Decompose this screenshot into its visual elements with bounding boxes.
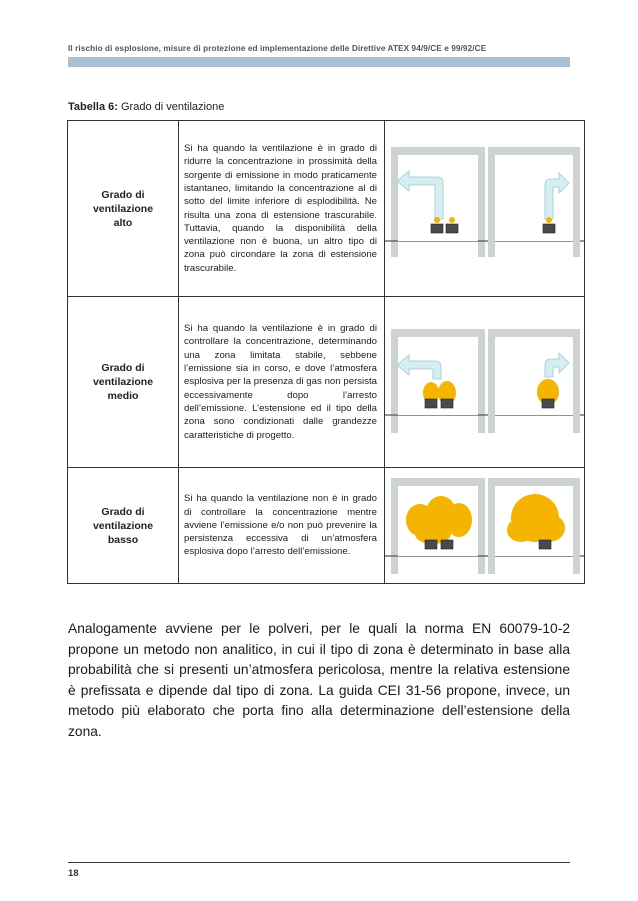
grade-line: ventilazione [92,376,154,388]
illustration-cell [385,121,585,297]
room-right [488,478,580,574]
ventilation-medium-icon [385,297,584,462]
table-row [68,297,585,468]
ventilation-high-icon [385,121,584,291]
caption-label: Tabella 6: [68,101,118,113]
illustration-cell [385,297,585,468]
page-number: 18 [68,868,79,879]
description-cell: Si ha quando la ventilazione è in grado di ridurre la concentrazione in prossimità della sorgente di emissione in modo praticamente istantaneo, limitando la concentrazione al di sotto del limite inferiore di esplodibilità. Ne risulta una zona di estensione trascurabile. Tuttavia, quando la disponibilità della ventilazione non è buona, un altro tipo di zona può circondare la zona di estensione trascurabile. [179,121,385,297]
caption-text: Grado di ventilazione [117,101,225,113]
grade-line: basso [107,533,139,546]
grade-cell [68,468,179,584]
room-right [488,147,580,257]
description-cell: Si ha quando la ventilazione non è in grado di controllare la concentrazione mentre avviene l’emissione e/o non può prevenire la persistenza eccessiva di un’atmosfera esplosiva dopo l’arresto dell’emissione. [179,468,385,584]
grade-line: medio [107,390,139,402]
grade-line: Grado di [101,362,145,374]
header-bar [68,57,570,67]
footer-divider [68,862,570,863]
grade-line: ventilazione [92,202,154,215]
body-paragraph: Analogamente avviene per le polveri, per le quali la norma EN 60079-10-2 propone un metodo non analitico, in cui il tipo di zona è determinato in base alla probabilità che si presenti un’atmosfera pericolosa, mentre la relativa estensione è prefissata e dipende dal tipo di zona. La guida CEI 31-56 propone, invece, un metodo più elaborato che porta fino alla determinazione dell’estensione della zona. [68,621,570,739]
grade-line: Grado di [101,505,145,518]
table-row [68,468,585,584]
description-cell: Si ha quando la ventilazione è in grado di controllare la concentrazione, determinando una zona limitata stabile, sebbene l’emissione sia in corso, e dove l’atmosfera esplosiva per la presenza di gas non persista eccessivamente dopo l’arresto dell’emissione. L’estensione ed il tipo della zona sono condizionati dalle grandezze caratteristiche di progetto. [179,297,385,468]
table-row [68,121,585,297]
grade-line: alto [113,216,133,229]
grade-line: ventilazione [92,519,154,532]
ventilation-table [67,120,585,584]
table-caption [68,101,224,113]
grade-line: Grado di [101,188,145,201]
grade-cell [68,297,179,468]
ventilation-low-icon [385,468,584,578]
running-header: Il rischio di esplosione, misure di protezione ed implementazione delle Direttive ATEX 94/9/CE e 99/92/CE [68,44,487,53]
grade-cell [68,121,179,297]
illustration-cell [385,468,585,584]
room-right [488,329,580,433]
